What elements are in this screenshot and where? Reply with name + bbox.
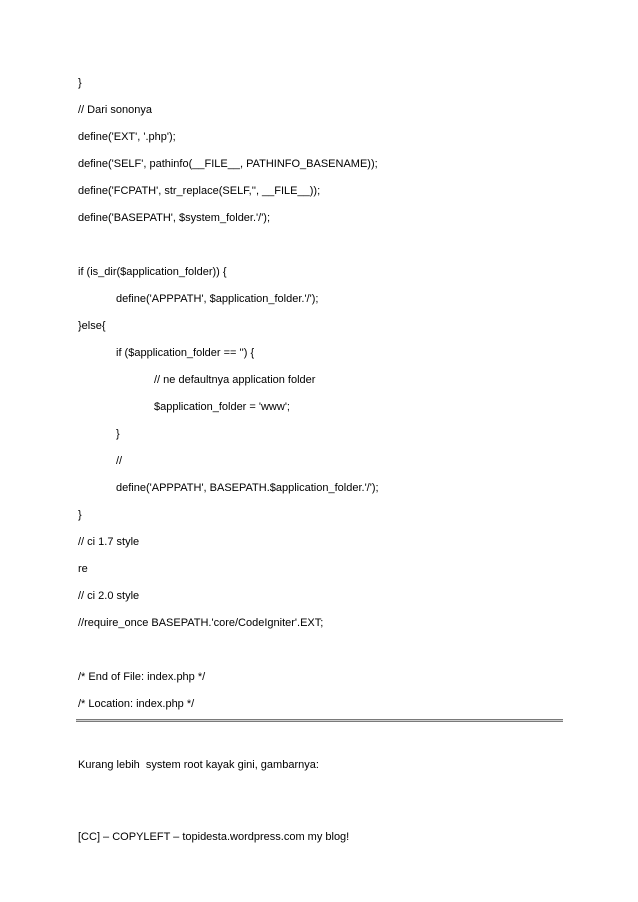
code-line: } xyxy=(78,77,82,89)
code-line: define('FCPATH', str_replace(SELF,'', __FILE__)); xyxy=(78,185,321,197)
code-line: /* Location: index.php */ xyxy=(78,698,195,710)
code-line: } xyxy=(116,428,120,440)
code-line: define('APPPATH', $application_folder.'/'); xyxy=(116,293,319,305)
code-line: } xyxy=(78,509,82,521)
code-line: // ci 1.7 style xyxy=(78,536,140,548)
page-footer: [CC] – COPYLEFT – topidesta.wordpress.com my blog! xyxy=(78,831,350,843)
code-line: if ($application_folder == '') { xyxy=(116,347,255,359)
code-line: define('EXT', '.php'); xyxy=(78,131,176,143)
code-line: define('SELF', pathinfo(__FILE__, PATHINFO_BASENAME)); xyxy=(78,158,378,170)
code-line: // ne defaultnya application folder xyxy=(154,374,316,386)
code-line: //require_once BASEPATH.'core/CodeIgniter'.EXT; xyxy=(78,617,324,629)
code-line: $application_folder = 'www'; xyxy=(154,401,290,413)
code-line: /* End of File: index.php */ xyxy=(78,671,206,683)
code-line: // Dari sononya xyxy=(78,104,152,116)
code-line: re xyxy=(78,563,88,575)
code-line: if (is_dir($application_folder)) { xyxy=(78,266,227,278)
code-line: define('APPPATH', BASEPATH.$application_folder.'/'); xyxy=(116,482,379,494)
code-line: // ci 2.0 style xyxy=(78,590,140,602)
code-line: // xyxy=(116,455,123,467)
body-paragraph: Kurang lebih system root kayak gini, gambarnya: xyxy=(78,759,319,771)
horizontal-divider xyxy=(76,719,563,722)
code-line: define('BASEPATH', $system_folder.'/'); xyxy=(78,212,271,224)
code-line: }else{ xyxy=(78,320,106,332)
